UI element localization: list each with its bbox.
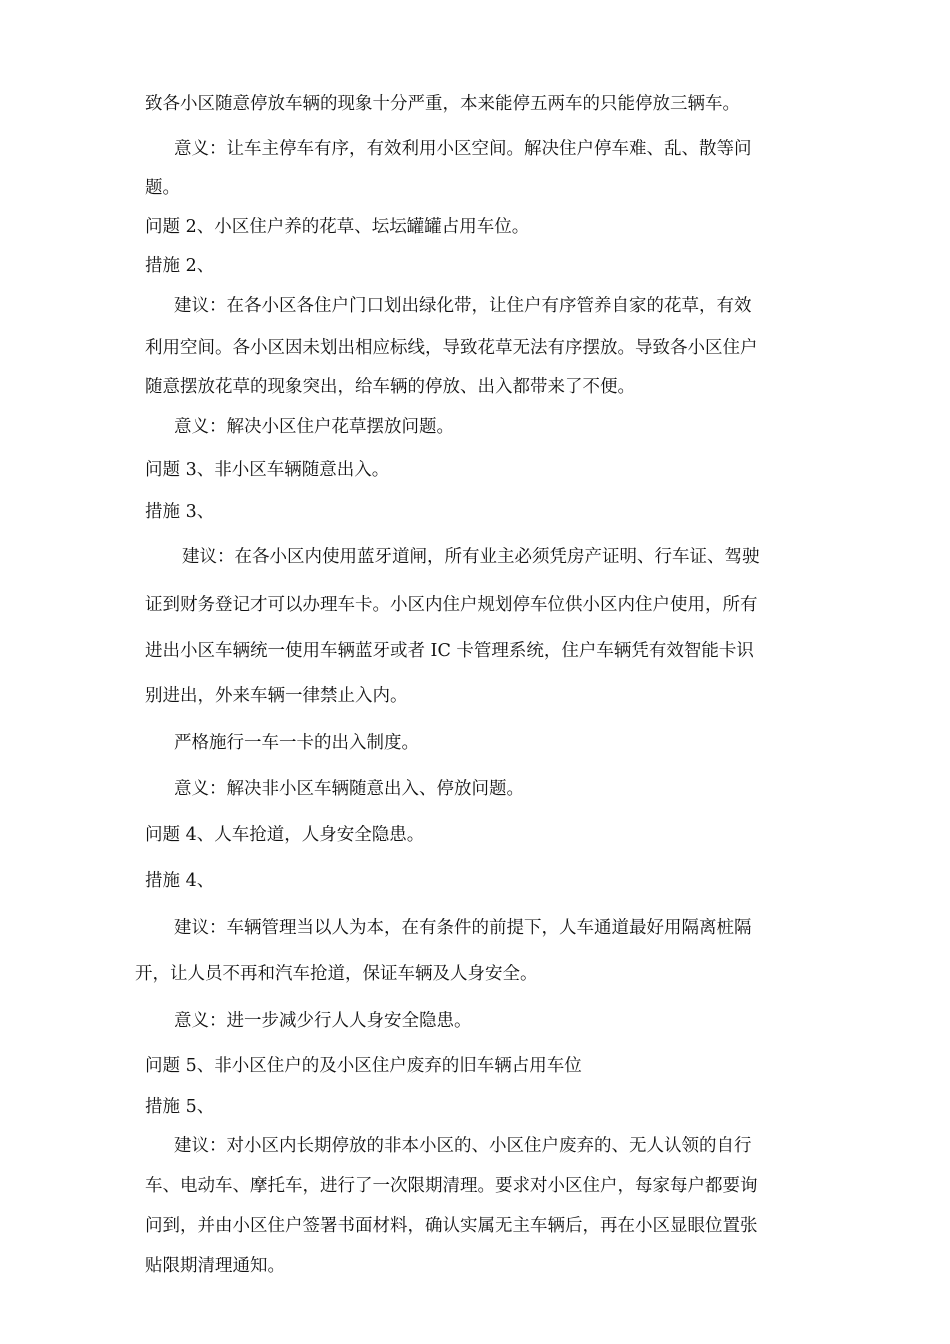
text-line: 贴限期清理通知。 bbox=[145, 1256, 285, 1276]
text-line: 利用空间。各小区因未划出相应标线，导致花草无法有序摆放。导致各小区住户 bbox=[145, 338, 758, 358]
text-line: 进出小区车辆统一使用车辆蓝牙或者 IC 卡管理系统，住户车辆凭有效智能卡识 bbox=[145, 641, 754, 661]
text-line: 意义：解决小区住户花草摆放问题。 bbox=[174, 417, 454, 437]
text-line: 建议：车辆管理当以人为本，在有条件的前提下，人车通道最好用隔离桩隔 bbox=[174, 918, 752, 938]
text-line: 措施 2、 bbox=[145, 256, 215, 276]
text-line: 问题 2、小区住户养的花草、坛坛罐罐占用车位。 bbox=[145, 217, 530, 237]
text-line: 措施 3、 bbox=[145, 502, 215, 522]
text-line: 致各小区随意停放车辆的现象十分严重，本来能停五两车的只能停放三辆车。 bbox=[145, 94, 740, 114]
text-line: 随意摆放花草的现象突出，给车辆的停放、出入都带来了不便。 bbox=[145, 377, 635, 397]
text-line: 建议：在各小区内使用蓝牙道闸，所有业主必须凭房产证明、行车证、驾驶 bbox=[182, 547, 760, 567]
text-line: 证到财务登记才可以办理车卡。小区内住户规划停车位供小区内住户使用，所有 bbox=[145, 595, 758, 615]
text-line: 意义：进一步减少行人人身安全隐患。 bbox=[174, 1011, 472, 1031]
text-line: 问题 3、非小区车辆随意出入。 bbox=[145, 460, 390, 480]
text-line: 意义：让车主停车有序，有效利用小区空间。解决住户停车难、乱、散等问 bbox=[174, 139, 752, 159]
text-line: 措施 4、 bbox=[145, 871, 215, 891]
text-line: 意义：解决非小区车辆随意出入、停放问题。 bbox=[174, 779, 524, 799]
text-line: 措施 5、 bbox=[145, 1097, 215, 1117]
text-line: 车、电动车、摩托车，进行了一次限期清理。要求对小区住户，每家每户都要询 bbox=[145, 1176, 758, 1196]
text-line: 别进出，外来车辆一律禁止入内。 bbox=[145, 686, 408, 706]
text-line: 严格施行一车一卡的出入制度。 bbox=[174, 733, 419, 753]
text-line: 问题 5、非小区住户的及小区住户废弃的旧车辆占用车位 bbox=[145, 1056, 582, 1076]
text-line: 建议：在各小区各住户门口划出绿化带，让住户有序管养自家的花草，有效 bbox=[174, 296, 752, 316]
text-line: 开，让人员不再和汽车抢道，保证车辆及人身安全。 bbox=[135, 964, 538, 984]
text-line: 题。 bbox=[145, 178, 180, 198]
text-line: 建议：对小区内长期停放的非本小区的、小区住户废弃的、无人认领的自行 bbox=[174, 1136, 752, 1156]
text-line: 问题 4、人车抢道，人身安全隐患。 bbox=[145, 825, 425, 845]
text-line: 问到，并由小区住户签署书面材料，确认实属无主车辆后，再在小区显眼位置张 bbox=[145, 1216, 758, 1236]
